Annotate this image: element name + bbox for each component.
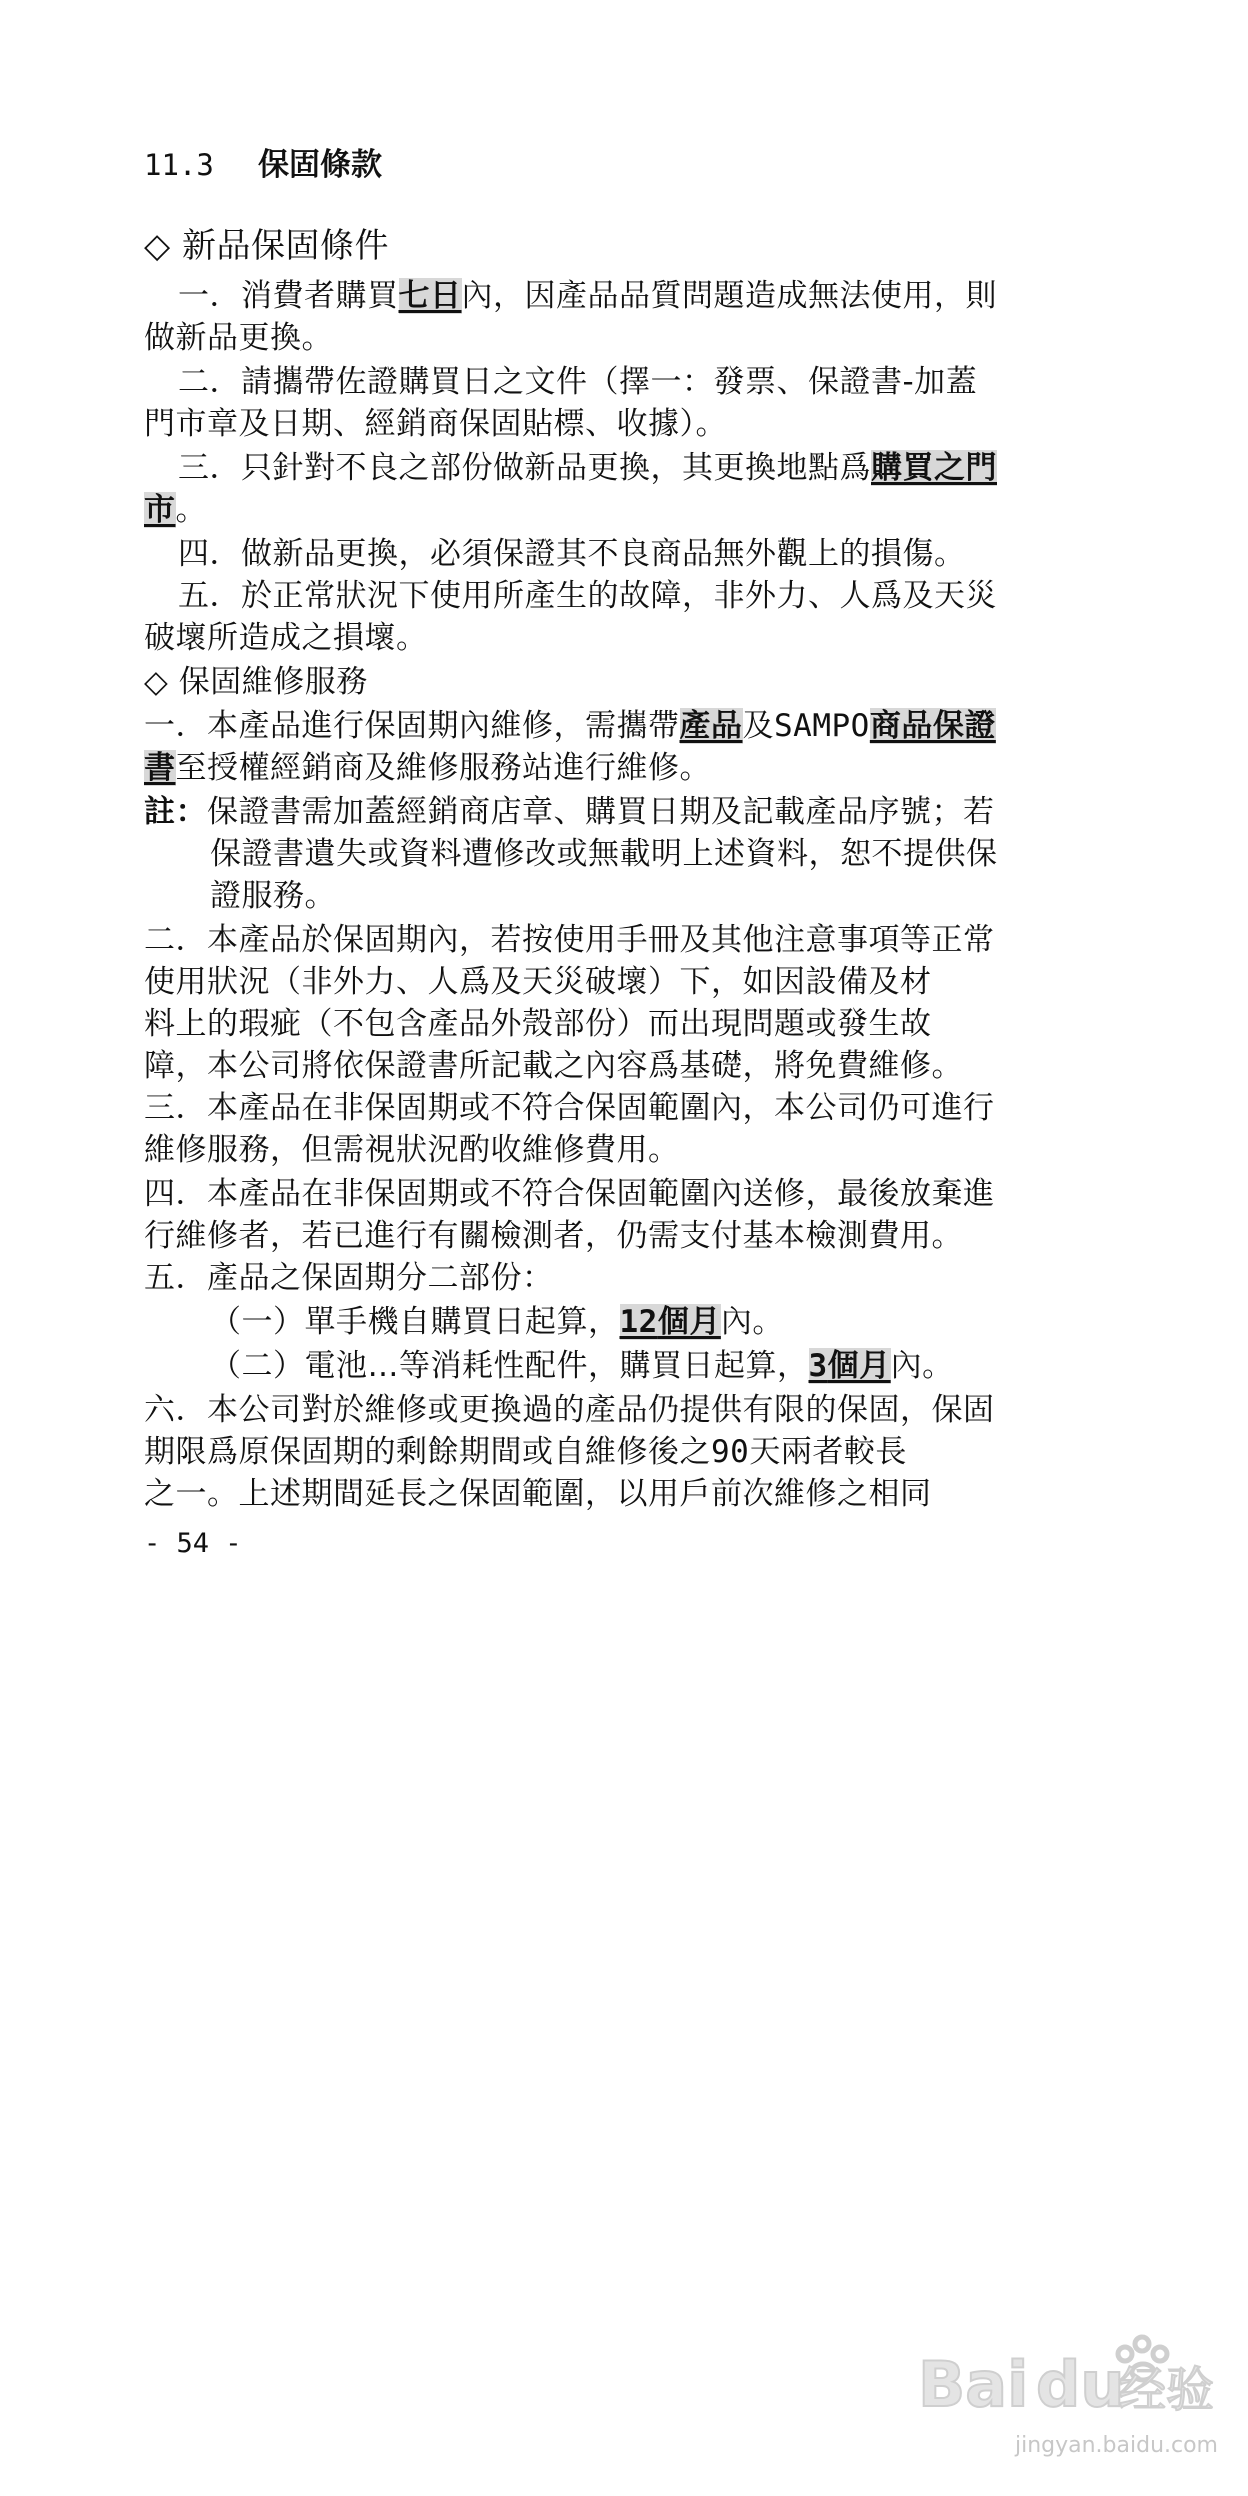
svg-text:经验: 经验 — [1118, 2362, 1215, 2418]
service-item-5-part-2: （二）電池…等消耗性配件，購買日起算，3個月內。 — [210, 1348, 954, 1384]
highlight-12-months: 個月 — [657, 1304, 721, 1340]
new-item-2-line-1: 二．請攜帶佐證購買日之文件（擇一：發票、保證書-加蓋 — [178, 364, 978, 400]
service-item-6-line-3: 之一。上述期間延長之保固範圍，以用戶前次維修之相同 — [144, 1476, 932, 1512]
highlight-seven-days: 七日 — [398, 278, 462, 314]
service-item-3-line-1: 三．本產品在非保固期或不符合保固範圍內，本公司仍可進行 — [144, 1090, 995, 1126]
new-item-4: 四．做新品更換，必須保證其不良商品無外觀上的損傷。 — [178, 536, 966, 572]
service-item-6-line-1: 六．本公司對於維修或更換過的產品仍提供有限的保固，保固 — [144, 1392, 995, 1428]
service-item-2-line-2: 使用狀況（非外力、人爲及天災破壞）下，如因設備及材 — [144, 964, 932, 1000]
new-item-1-line-1: 一．消費者購買七日內，因產品品質問題造成無法使用，則 — [178, 278, 997, 314]
service-item-2-line-3: 料上的瑕疵（不包含產品外殼部份）而出現問題或發生故 — [144, 1006, 932, 1042]
highlight-product: 產品 — [679, 708, 743, 744]
highlight-3: 3 — [808, 1348, 828, 1384]
svg-text:du: du — [1036, 2348, 1125, 2421]
new-warranty-heading: ◇ 新品保固條件 — [144, 226, 389, 266]
service-item-6-line-2: 期限爲原保固期的剩餘期間或自維修後之90天兩者較長 — [144, 1434, 907, 1470]
service-item-3-line-2: 維修服務，但需視狀況酌收維修費用。 — [144, 1132, 680, 1168]
page-number: - 54 - — [144, 1528, 242, 1559]
new-item-1-line-2: 做新品更換。 — [144, 320, 333, 356]
highlight-warranty-card: 商品保證 — [869, 708, 996, 744]
note-label: 註： — [144, 794, 207, 830]
service-item-2-line-4: 障，本公司將依保證書所記載之內容爲基礎，將免費維修。 — [144, 1048, 963, 1084]
service-heading: ◇ 保固維修服務 — [144, 664, 368, 700]
note-line-2: 保證書遺失或資料遭修改或無載明上述資料，恕不提供保 — [210, 836, 998, 872]
service-item-2-line-1: 二．本產品於保固期內，若按使用手冊及其他注意事項等正常 — [144, 922, 995, 958]
service-item-1-line-2: 書至授權經銷商及維修服務站進行維修。 — [144, 750, 711, 786]
new-item-3-line-2: 市。 — [144, 492, 207, 528]
new-item-3-line-1: 三．只針對不良之部份做新品更換，其更換地點爲購買之門 — [178, 450, 997, 486]
service-item-5-part-1: （一）單手機自購買日起算，12個月內。 — [210, 1304, 784, 1340]
section-title: 保固條款 — [258, 147, 382, 183]
watermark-url: jingyan.baidu.com — [1014, 2433, 1218, 2458]
note-line-3: 證服務。 — [210, 878, 336, 914]
note-line-1: 註：保證書需加蓋經銷商店章、購買日期及記載產品序號；若 — [144, 794, 995, 830]
highlight-12: 12 — [619, 1304, 658, 1340]
service-item-5-line-1: 五．產品之保固期分二部份： — [144, 1260, 554, 1296]
svg-text:Bai: Bai — [918, 2348, 1029, 2421]
service-item-4-line-2: 行維修者，若已進行有關檢測者，仍需支付基本檢測費用。 — [144, 1218, 963, 1254]
service-item-4-line-1: 四．本產品在非保固期或不符合保固範圍內送修，最後放棄進 — [144, 1176, 995, 1212]
brand-name: SAMPO — [774, 708, 870, 744]
new-item-2-line-2: 門市章及日期、經銷商保固貼標、收據）。 — [144, 406, 727, 442]
highlight-purchase-store: 購買之門 — [871, 450, 997, 486]
new-item-5-line-2: 破壞所造成之損壞。 — [144, 620, 428, 656]
new-item-5-line-1: 五．於正常狀況下使用所產生的故障，非外力、人爲及天災 — [178, 578, 997, 614]
highlight-3-months: 個月 — [827, 1348, 891, 1384]
service-item-1-line-1: 一．本產品進行保固期內維修，需攜帶產品及SAMPO商品保證 — [144, 708, 996, 744]
section-number: 11.3 — [144, 148, 214, 182]
